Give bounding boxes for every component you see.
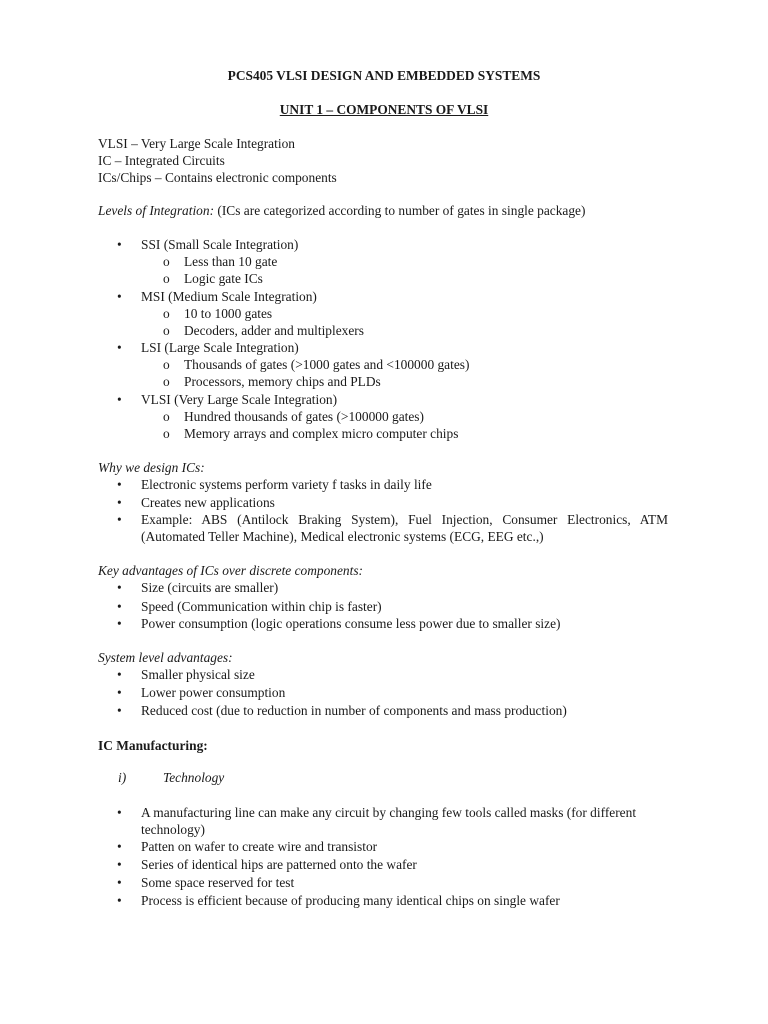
levels-heading-line <box>98 202 585 219</box>
list-item-continuation: technology) <box>141 822 205 837</box>
bullet-icon: • <box>117 512 122 527</box>
bullet-icon: • <box>117 875 122 890</box>
sub-section-title: Technology <box>163 770 225 785</box>
bullet-icon: • <box>117 580 122 595</box>
bullet-icon: • <box>117 893 122 908</box>
bullet-icon: • <box>117 495 122 510</box>
levels-note: (ICs are categorized according to number of gates in single package) <box>214 203 586 218</box>
system-heading: System level advantages: <box>98 650 233 665</box>
bullet-icon: • <box>117 237 122 252</box>
sub-bullet-icon: o <box>163 254 170 269</box>
bullet-icon: • <box>117 685 122 700</box>
sub-bullet-icon: o <box>163 409 170 424</box>
sub-section-numeral: i) <box>118 770 127 785</box>
sub-bullet-icon: o <box>163 271 170 286</box>
bullet-icon: • <box>117 477 122 492</box>
list-item-continuation: (Automated Teller Machine), Medical electronic systems (ECG, EEG etc.,) <box>141 529 544 544</box>
sub-bullet-icon: o <box>163 306 170 321</box>
levels-heading: Levels of Integration: <box>98 203 215 218</box>
bullet-icon: • <box>117 289 122 304</box>
bullet-icon: • <box>117 667 122 682</box>
bullet-icon: • <box>117 839 122 854</box>
bullet-icon: • <box>117 805 122 820</box>
bullet-icon: • <box>117 703 122 718</box>
intro-line: IC – Integrated Circuits <box>98 153 225 168</box>
bullet-icon: • <box>117 616 122 631</box>
unit-title: UNIT 1 – COMPONENTS OF VLSI <box>279 102 489 117</box>
bullet-icon: • <box>117 392 122 407</box>
key-heading: Key advantages of ICs over discrete components: <box>98 563 364 578</box>
document-page: PCS405 VLSI DESIGN AND EMBEDDED SYSTEMS UNIT 1 – COMPONENTS OF VLSI VLSI – Very Large Scale Integration IC – Integrated Circuits ICs/Chips – Contains electronic components Levels of Integration: (ICs are categorized according to number of gates in single package) • SSI (Small Scale Integration) o Less than 10 gate o Logic gate ICs • MSI (Medium Scale Integration) o 10 to 1000 gates o Decoders, adder and multiplexers • LSI (Large Scale Integration) o Thousands of gates (>1000 gates and <100000 gates) o Processors, memory chips and PLDs • VLSI (Very Large Scale Integration) o Hundred thousands of gates (>100000 gates) o Memory arrays and complex micro computer chips Why we design ICs: • Electronic systems perform variety f tasks in daily life • Creates new applications • Example: ABS (Antilock Braking System), Fuel Injection, Consumer Electronics, ATM (Automated Teller Machine), Medical electronic systems (ECG, EEG etc.,) Key advantages of ICs over discrete components: • Size (circuits are smaller) • Speed (Communication within chip is faster) • Power consumption (logic operations consume less power due to smaller size) System level advantages: • Smaller physical size • Lower power consumption • Reduced cost (due to reduction in number of components and mass production) IC Manufacturing: i) Technology • A manufacturing line can make any circuit by changing few tools called masks (for different technology) • Patten on wafer to create wire and transistor • Series of identical hips are patterned onto the wafer • Some space reserved for test • Process is efficient because of producing many identical chips on single wafer <box>0 0 768 1024</box>
bullet-icon: • <box>117 340 122 355</box>
why-heading: Why we design ICs: <box>98 460 205 475</box>
document-title: PCS405 VLSI DESIGN AND EMBEDDED SYSTEMS <box>227 68 541 83</box>
intro-line: ICs/Chips – Contains electronic components <box>98 170 337 185</box>
sub-bullet-icon: o <box>163 374 170 389</box>
bullet-icon: • <box>117 599 122 614</box>
sub-bullet-icon: o <box>163 323 170 338</box>
manufacturing-heading: IC Manufacturing: <box>98 738 208 753</box>
sub-bullet-icon: o <box>163 426 170 441</box>
intro-line: VLSI – Very Large Scale Integration <box>98 136 295 151</box>
bullet-icon: • <box>117 857 122 872</box>
sub-bullet-icon: o <box>163 357 170 372</box>
